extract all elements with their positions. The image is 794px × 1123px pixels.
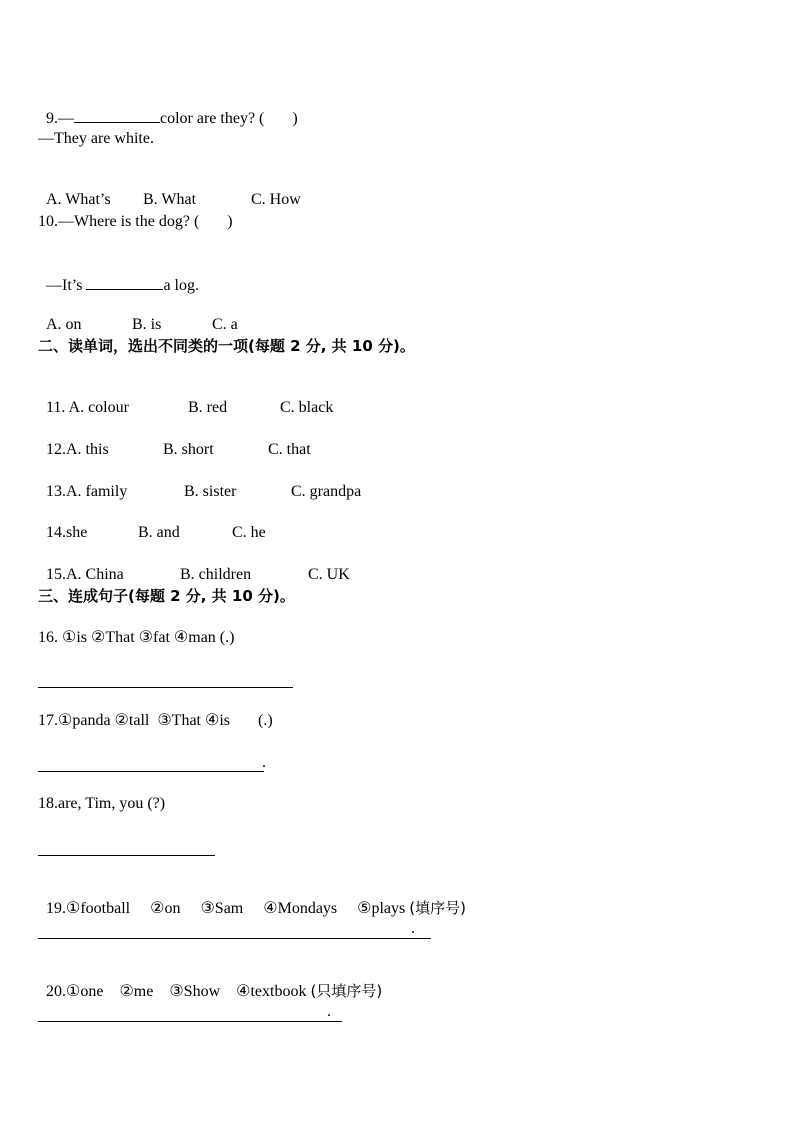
answer-line[interactable] — [38, 771, 264, 772]
option-b[interactable]: B. is — [132, 316, 162, 333]
option-a[interactable]: A. What’s — [46, 191, 111, 208]
question-9-prefix: 9.— — [46, 110, 74, 127]
answer-line[interactable] — [38, 687, 293, 688]
question-9-options — [38, 170, 301, 210]
option-b[interactable]: B. short — [163, 441, 214, 458]
option-c[interactable]: C. that — [268, 441, 311, 458]
question-9 — [38, 87, 298, 129]
answer-suffix: a log. — [163, 277, 199, 294]
option-b[interactable]: B. What — [143, 191, 197, 208]
option-c[interactable]: C. he — [232, 524, 266, 541]
question-14 — [38, 503, 266, 543]
question-20 — [38, 961, 382, 1002]
question-10-options — [38, 295, 238, 335]
question-9-text: color are they? ( ) — [160, 110, 298, 127]
question-17: 17.①panda ②tall ③That ④is (.) — [38, 712, 273, 729]
question-9-answer: —They are white. — [38, 130, 154, 147]
option-a[interactable]: A. on — [46, 316, 82, 333]
answer-line[interactable] — [38, 855, 215, 856]
option-b[interactable]: B. and — [138, 524, 180, 541]
option-c[interactable]: C. grandpa — [291, 483, 362, 500]
answer-blank[interactable] — [74, 107, 160, 123]
section-2-heading: 二、读单词，选出不同类的一项(每题 2 分, 共 10 分)。 — [38, 337, 415, 355]
question-13 — [38, 462, 361, 502]
question-11 — [38, 378, 333, 418]
question-16: 16. ①is ②That ③fat ④man (.) — [38, 629, 235, 646]
question-12-label[interactable]: 12.A. this — [46, 441, 109, 458]
question-15-label[interactable]: 15.A. China — [46, 566, 124, 583]
question-14-label[interactable]: 14.she — [46, 524, 88, 541]
question-11-label[interactable]: 11. A. colour — [46, 399, 129, 416]
option-c[interactable]: C. a — [212, 316, 238, 333]
question-19-text: 19.①football ②on ③Sam ④Mondays ⑤plays — [46, 900, 410, 917]
question-12 — [38, 420, 311, 460]
period-mark: . — [327, 1003, 331, 1020]
question-20-note: (只填序号) — [310, 982, 383, 1000]
option-c[interactable]: C. How — [251, 191, 301, 208]
section-3-heading: 三、连成句子(每题 2 分, 共 10 分)。 — [38, 587, 295, 605]
question-19-note: (填序号) — [409, 899, 466, 917]
question-18: 18.are, Tim, you (?) — [38, 795, 166, 812]
option-b[interactable]: B. children — [180, 566, 252, 583]
option-b[interactable]: B. red — [188, 399, 228, 416]
question-10: 10.—Where is the dog? ( ) — [38, 213, 233, 230]
answer-line[interactable] — [38, 938, 431, 939]
option-b[interactable]: B. sister — [184, 483, 237, 500]
answer-blank[interactable] — [86, 274, 163, 290]
question-10-answer — [38, 254, 199, 296]
question-15 — [38, 545, 350, 585]
option-c[interactable]: C. UK — [308, 566, 350, 583]
answer-line[interactable] — [38, 1021, 342, 1022]
period-mark: . — [411, 920, 415, 937]
question-13-label[interactable]: 13.A. family — [46, 483, 128, 500]
question-20-text: 20.①one ②me ③Show ④textbook — [46, 983, 311, 1000]
option-c[interactable]: C. black — [280, 399, 334, 416]
period-mark: . — [262, 754, 266, 771]
question-19 — [38, 878, 466, 919]
answer-prefix: —It’s — [46, 277, 87, 294]
